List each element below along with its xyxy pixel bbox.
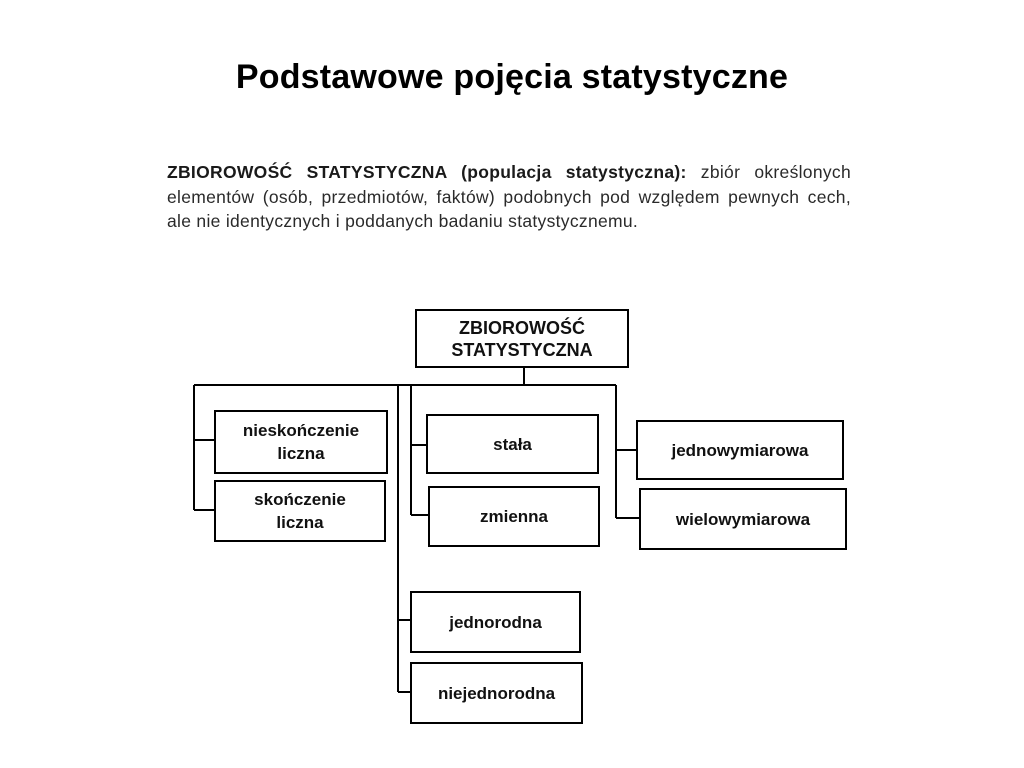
dimension-box-one [636, 420, 844, 480]
dimension-box-many [639, 488, 847, 550]
homogeneity-box-heterogeneous [410, 662, 583, 724]
stability-box-variable [428, 486, 600, 547]
stability-box-constant [426, 414, 599, 474]
stability-label-variable: zmienna [479, 507, 549, 526]
dimension-label-many: wielowymiarowa [675, 509, 811, 529]
root-label: ZBIOROWOŚĆ STATYSTYCZNA [451, 317, 593, 360]
root-box [415, 309, 629, 368]
stability-label-constant: stała [493, 434, 532, 454]
size-box-finite [214, 480, 386, 542]
definition-body: zbiór określonych elementów (osób, przedmiotów, faktów) podobnych pod względem pewnych cech, ale nie identycznych i poddanych badaniu statystycznemu. [167, 162, 851, 231]
definition-term: ZBIOROWOŚĆ STATYSTYCZNA (populacja statystyczna): [167, 162, 687, 182]
slide-title: Podstawowe pojęcia statystyczne [235, 58, 789, 96]
homogeneity-box-homogeneous [410, 591, 581, 653]
homogeneity-label-heterogeneous: niejednorodna [437, 683, 556, 703]
dimension-label-one: jednowymiarowa [671, 440, 809, 460]
size-label-infinite: nieskończenie liczna [242, 421, 360, 463]
homogeneity-label-homogeneous: jednorodna [449, 612, 542, 632]
size-label-finite: skończenie liczna [254, 490, 346, 532]
size-box-infinite [214, 410, 388, 474]
